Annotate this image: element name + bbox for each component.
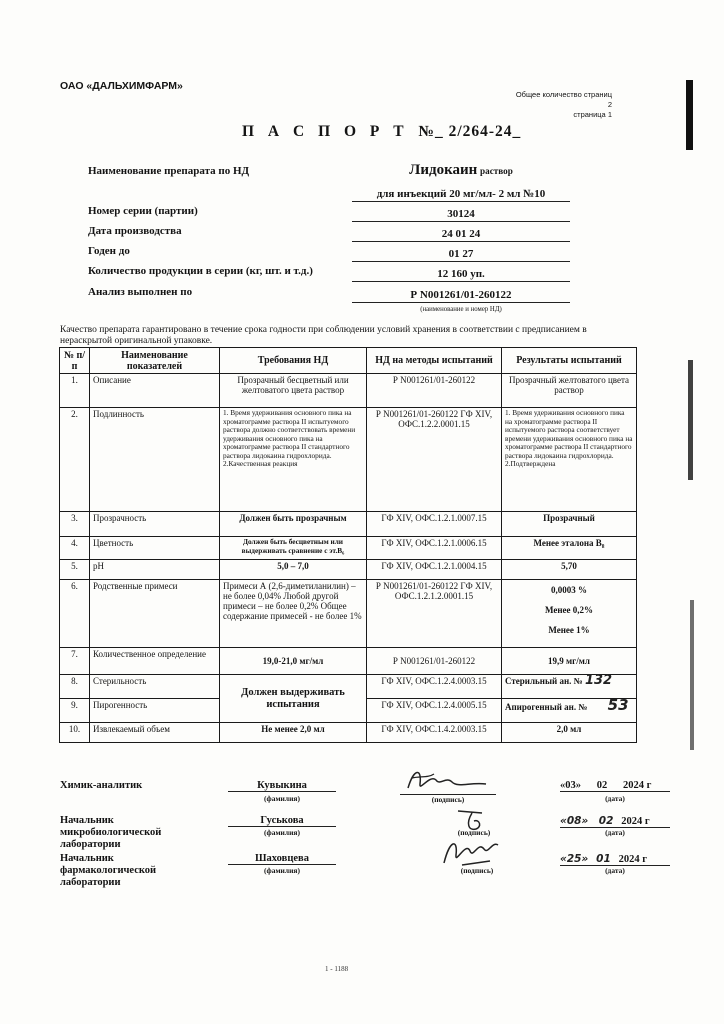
quality-note: Качество препарата гарантировано в течение срока годности при соблюдении условий хранения в соответствии с предписанием в нераскрытой оригинальной упаковке.	[60, 325, 587, 346]
row-req: Должен быть прозрачным	[220, 512, 367, 537]
row-method: ГФ XIV, ОФС.1.2.4.0005.15	[367, 699, 502, 723]
signature-role: Химик-аналитик	[60, 780, 143, 791]
row-method: ГФ XIV, ОФС.1.2.1.0004.15	[367, 560, 502, 580]
row-req: Должен быть бесцветным или выдерживать сравнение с эт.В₆	[220, 537, 367, 560]
row-name: Количественное определение	[90, 648, 220, 675]
row-num: 2.	[60, 408, 90, 512]
row-result-impurity-total: Менее 1%	[548, 625, 590, 635]
row-result: Прозрачный желтоватого цвета раствор	[502, 374, 637, 408]
field-value-expiry: 01 27	[352, 248, 570, 262]
row-result	[502, 580, 637, 648]
field-value-analysis: Р N001261/01-260122	[352, 289, 570, 303]
row-req: 5,0 – 7,0	[220, 560, 367, 580]
scan-edge-bar	[688, 360, 693, 480]
row-method: ГФ XIV, ОФС.1.2.1.0006.15	[367, 537, 502, 560]
row-result-text: Апирогенный ан. №	[505, 702, 588, 712]
field-value-production-date: 24 01 24	[352, 228, 570, 242]
field-value-quantity: 12 160 уп.	[352, 268, 570, 282]
header-num: № п/п	[60, 348, 90, 374]
date-month: 02	[596, 780, 608, 791]
title-number: №_ 2/264-24_	[418, 123, 522, 140]
table-row	[60, 723, 637, 743]
row-result: Менее эталона В₈	[502, 537, 637, 560]
field-label-expiry: Годен до	[88, 245, 130, 257]
caption-surname: (фамилия)	[264, 828, 300, 837]
date-day: «08»	[560, 815, 589, 827]
date-year: 2024 г	[623, 780, 652, 791]
drug-name: Лидокаин	[409, 162, 478, 178]
row-req-2: 2.Качественная реакция	[223, 459, 298, 468]
scan-edge-bar	[690, 600, 694, 750]
row-name: Родственные примеси	[90, 580, 220, 648]
handwritten-signature-1	[400, 766, 490, 796]
caption-surname: (фамилия)	[264, 794, 300, 803]
row-name: Подлинность	[90, 408, 220, 512]
signature-date	[560, 853, 670, 866]
row-method: ГФ XIV, ОФС.1.4.2.0003.15	[367, 723, 502, 743]
caption-date: (дата)	[605, 866, 625, 875]
results-table	[59, 347, 637, 743]
signature-date	[560, 815, 670, 828]
row-name: Стерильность	[90, 675, 220, 699]
row-name: Извлекаемый объем	[90, 723, 220, 743]
header-name: Наименование показателей	[90, 348, 220, 374]
scan-edge-bar	[686, 80, 693, 150]
row-num: 3.	[60, 512, 90, 537]
date-month: 02	[598, 815, 614, 827]
signature-date	[560, 780, 670, 792]
field-value-batch: 30124	[352, 208, 570, 222]
page-number: страница 1	[573, 110, 612, 119]
row-result-2: 2.Подтверждена	[505, 459, 556, 468]
date-year: 2024 г	[618, 854, 648, 865]
drug-form: раствор	[480, 166, 513, 176]
row-method: Р N001261/01-260122	[367, 648, 502, 675]
analysis-caption: (наименование и номер НД)	[420, 306, 502, 313]
signature-surname: Шаховцева	[228, 853, 336, 865]
row-req: Примеси А (2,6-диметиланилин) – не более 0,04% Любой другой примеси – не более 0,2% Общее содержание примесей - не более 1%	[220, 580, 367, 648]
field-label-batch: Номер серии (партии)	[88, 205, 198, 217]
table-row	[60, 648, 637, 675]
row-result: 2,0 мл	[502, 723, 637, 743]
row-req: Прозрачный бесцветный или желтоватого цвета раствор	[220, 374, 367, 408]
passport-title	[242, 123, 521, 141]
row-req	[220, 408, 367, 512]
table-row	[60, 537, 637, 560]
row-num: 10.	[60, 723, 90, 743]
caption-date: (дата)	[605, 828, 625, 837]
page-count	[510, 90, 612, 120]
total-pages: Общее количество страниц 2	[515, 90, 612, 109]
row-method: ГФ XIV, ОФС.1.2.4.0003.15	[367, 675, 502, 699]
caption-signature: (подпись)	[457, 828, 491, 837]
row-result: 5,70	[502, 560, 637, 580]
row-name: Прозрачность	[90, 512, 220, 537]
date-day: «25»	[560, 853, 589, 865]
row-result	[502, 696, 637, 723]
row-name: Пирогенность	[90, 699, 220, 723]
date-month: 01	[596, 853, 611, 865]
field-label-quantity: Количество продукции в серии (кг, шт. и т.д.)	[88, 265, 313, 277]
field-value-dosage: для инъекций 20 мг/мл- 2 мл №10	[352, 188, 570, 202]
header-method: НД на методы испытаний	[367, 348, 502, 374]
date-year: 2024 г	[621, 816, 650, 827]
row-result-impurity-other: Менее 0,2%	[544, 605, 594, 615]
signature-role: Начальник микробиологической лаборатории	[60, 815, 162, 850]
row-result-text: Стерильный ан. №	[505, 676, 583, 686]
row-req: Должен выдерживать испытания	[220, 675, 367, 723]
row-req: 19,0-21,0 мг/мл	[220, 648, 367, 675]
signature-surname: Гуськова	[228, 815, 336, 827]
row-result-impurity-a: 0,0003 %	[551, 585, 587, 595]
row-req-1: 1. Время удерживания основного пика на хроматограмме раствора II испытуемого раствора должно соответствовать времени удерживания основного пика на хроматограмме раствора II стандартного раствора лидокаина гидрохлорида.	[223, 408, 356, 460]
row-num: 7.	[60, 648, 90, 675]
table-row	[60, 580, 637, 648]
table-row	[60, 374, 637, 408]
row-name: pH	[90, 560, 220, 580]
signature-surname: Кувыкина	[228, 780, 336, 792]
signature-row-chemist	[60, 780, 652, 810]
caption-surname: (фамилия)	[264, 866, 300, 875]
table-row	[60, 560, 637, 580]
handwritten-number: 132	[584, 673, 613, 688]
row-req: Не менее 2,0 мл	[220, 723, 367, 743]
signature-row-pharmacology	[60, 853, 648, 888]
row-num: 9.	[60, 699, 90, 723]
handwritten-number: 53	[607, 696, 629, 714]
signature-role: Начальник фармакологической лаборатории	[60, 853, 157, 888]
header-result: Результаты испытаний	[502, 348, 637, 374]
row-result: 19,9 мг/мл	[502, 648, 637, 675]
field-label-production-date: Дата производства	[88, 225, 182, 237]
row-result	[502, 408, 637, 512]
field-label-analysis: Анализ выполнен по	[88, 286, 193, 298]
row-result	[502, 675, 637, 699]
row-method: Р N001261/01-260122 ГФ XIV, ОФС.1.2.1.2.0001.15	[367, 580, 502, 648]
row-num: 1.	[60, 374, 90, 408]
row-name: Описание	[90, 374, 220, 408]
caption-signature: (подпись)	[400, 794, 496, 804]
row-result-1: 1. Время удерживания основного пика на хроматограмме раствора II испытуемого раствора соответствует времени удерживания основного пика на хроматограмме раствора II стандартного раствора лидокаина гидрохлорида.	[505, 408, 633, 460]
field-label-drug: Наименование препарата по НД	[88, 165, 250, 177]
caption-date: (дата)	[605, 794, 625, 803]
footer-mark: 1 - 1188	[325, 965, 349, 973]
row-method: Р N001261/01-260122 ГФ XIV, ОФС.1.2.2.0001.15	[367, 408, 502, 512]
caption-signature: (подпись)	[460, 866, 494, 875]
row-method: Р N001261/01-260122	[367, 374, 502, 408]
title-prefix: П А С П О Р Т	[242, 123, 409, 140]
table-row	[60, 512, 637, 537]
row-num: 4.	[60, 537, 90, 560]
header-req: Требования НД	[220, 348, 367, 374]
row-num: 8.	[60, 675, 90, 699]
row-result: Прозрачный	[502, 512, 637, 537]
row-num: 5.	[60, 560, 90, 580]
table-header-row	[60, 348, 637, 374]
field-value-drug	[352, 162, 570, 180]
date-day: «03»	[560, 780, 581, 791]
row-name: Цветность	[90, 537, 220, 560]
table-row	[60, 408, 637, 512]
company-name: ОАО «ДАЛЬХИМФАРМ»	[60, 80, 183, 92]
row-method: ГФ XIV, ОФС.1.2.1.0007.15	[367, 512, 502, 537]
signature-row-microbiology	[60, 815, 650, 850]
table-row	[60, 675, 637, 699]
row-num: 6.	[60, 580, 90, 648]
